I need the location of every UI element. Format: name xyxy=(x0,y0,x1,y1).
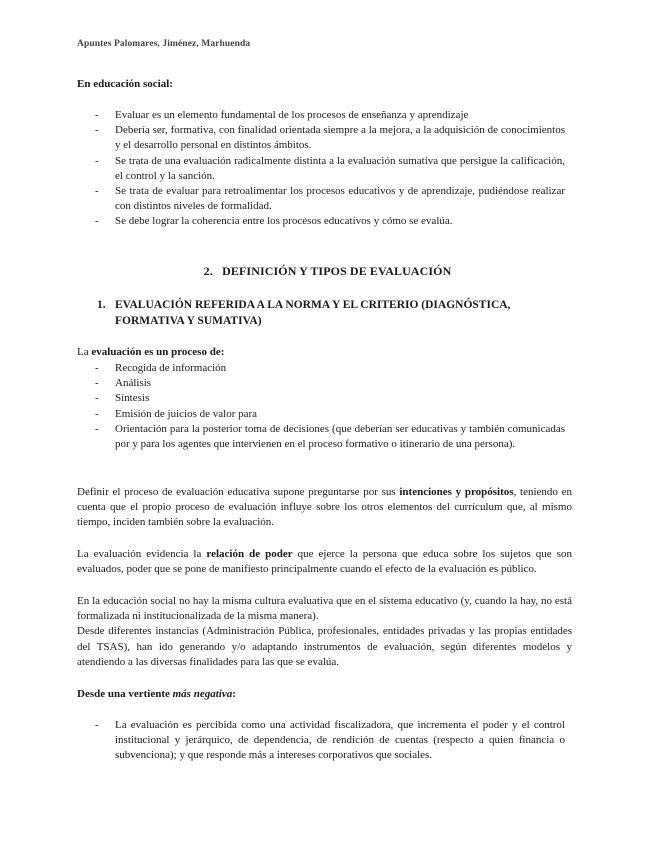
paragraph-intentions: Definir el proceso de evaluación educativa supone preguntarse por sus intenciones y propósitos, teniendo en cuenta que el propio proceso de evaluación influye sobre los otros elementos del currículum que, al mismo tiempo, inciden también sobre la evaluación. xyxy=(77,486,572,529)
list-dash: - xyxy=(95,154,99,167)
list-dash: - xyxy=(95,109,99,121)
negative-heading: Desde una vertiente más negativa: xyxy=(77,688,236,700)
list-item: - Recogida de información xyxy=(95,361,565,376)
list-dash: - xyxy=(95,719,99,731)
list-dash: - xyxy=(95,185,99,198)
list-dash: - xyxy=(95,392,99,405)
list-dash: - xyxy=(95,215,99,228)
list-dash: - xyxy=(95,124,99,137)
list-dash: - xyxy=(95,377,99,390)
paragraph-power: La evaluación evidencia la relación de poder que ejerce la persona que educa sobre los sujetos que son evaluados, poder que se pone de manifiesto principalmente cuando el efecto de la evaluación es público. xyxy=(77,548,572,576)
negative-list xyxy=(95,718,565,764)
list-item: - Análisis xyxy=(95,376,565,391)
list-item: - Orientación para la posterior toma de decisiones (que deberían ser educativas y también comunicadas por y para los agentes que intervienen en el proceso formativo o itinerario de una persona). xyxy=(95,422,565,451)
list-item: - Debería ser, formativa, con finalidad orientada siempre a la mejora, a la adquisición de conocimientos y el desarrollo personal en distintos ámbitos. xyxy=(95,124,565,152)
social-education-heading: En educación social: xyxy=(77,78,173,90)
list-item: - Emisión de juicios de valor para xyxy=(95,407,565,422)
list-dash: - xyxy=(95,362,99,374)
process-list xyxy=(95,361,565,452)
list-item: - Se trata de una evaluación radicalmente distinta a la evaluación sumativa que persigue la calificación, el control y la sanción. xyxy=(95,154,565,182)
list-item: - Síntesis xyxy=(95,391,565,406)
running-header: Apuntes Palomares, Jiménez, Marhuenda xyxy=(77,39,251,49)
list-dash: - xyxy=(95,407,99,420)
list-item: - Se debe lograr la coherencia entre los procesos educativos y cómo se evalúa. xyxy=(95,214,565,229)
social-education-list xyxy=(95,108,565,230)
subsection-number: 1. xyxy=(97,299,106,311)
subsection-title xyxy=(97,297,567,329)
list-item: - Se trata de evaluar para retroalimentar los procesos educativos y de aprendizaje, pudiéndose realizar con distintos niveles de formalidad. xyxy=(95,185,565,213)
process-intro: La evaluación es un proceso de: xyxy=(77,346,225,358)
paragraph-culture: En la educación social no hay la misma cultura evaluativa que en el sistema educativo (y, cuando la hay, no está formalizada ni institucionalizada de la misma manera). Desde diferentes instancias (Administración Pública, profesionales, entidades privadas y las propias entidades del TSAS), han ido generando y/o adaptando instrumentos de evaluación, según diferentes modelos y atendiendo a las diversas finalidades para las que se evalúa. xyxy=(77,595,572,668)
list-item: - Evaluar es un elemento fundamental de los procesos de enseñanza y aprendizaje xyxy=(95,108,565,123)
list-item: - La evaluación es percibida como una actividad fiscalizadora, que incrementa el poder y el control institucional y jerárquico, de dependencia, de rendición de cuentas (respecto a quien financia o subvenciona); y que responde más a intereses corporativos que sociales. xyxy=(95,719,565,762)
list-dash: - xyxy=(95,422,99,435)
section-title: 2. DEFINICIÓN Y TIPOS DE EVALUACIÓN xyxy=(203,264,452,278)
subsection-text: EVALUACIÓN REFERIDA A LA NORMA Y EL CRITERIO (DIAGNÓSTICA, FORMATIVA Y SUMATIVA) xyxy=(115,299,511,327)
